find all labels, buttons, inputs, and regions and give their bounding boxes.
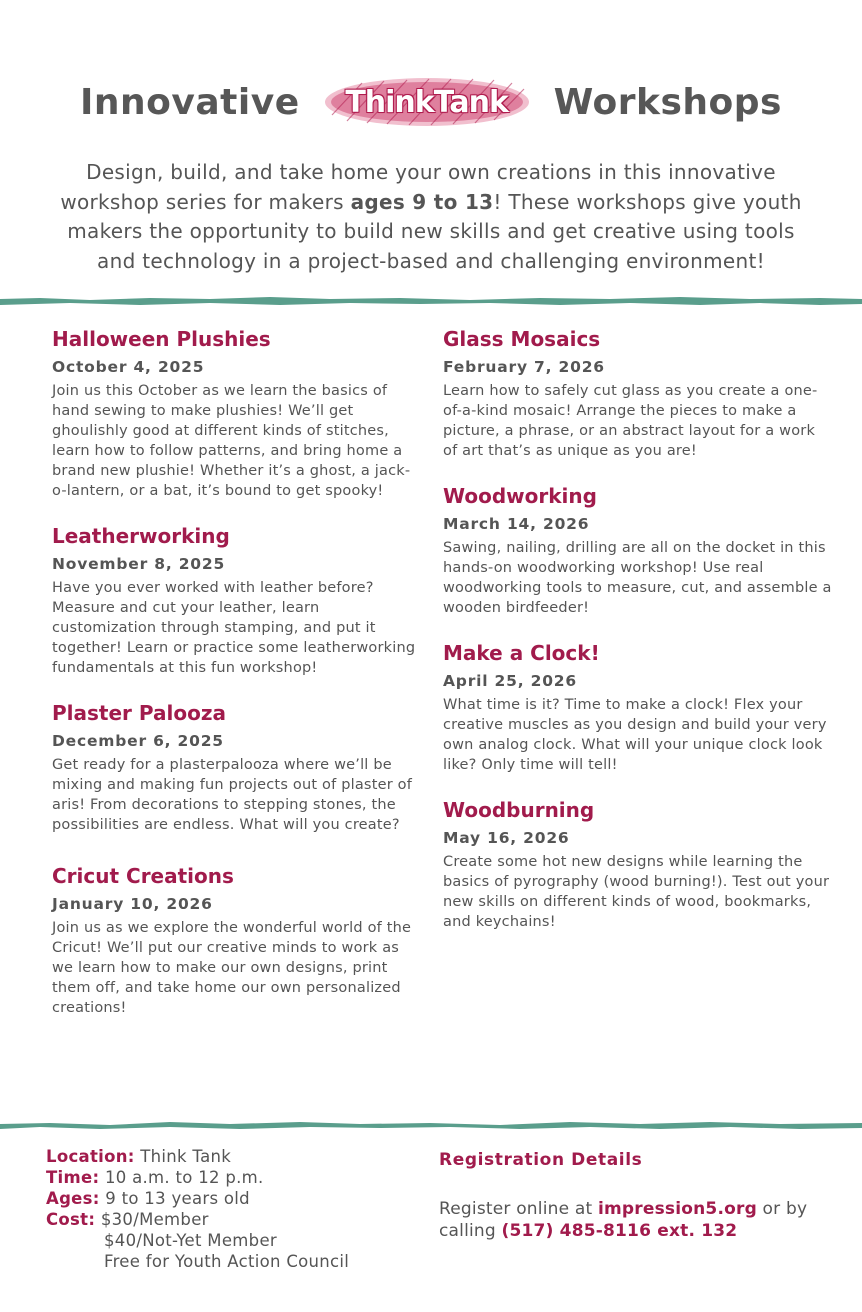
- workshop-cricut-creations: [52, 863, 424, 1018]
- workshop-title: Cricut Creations: [52, 864, 234, 888]
- workshop-halloween-plushies: [52, 326, 424, 501]
- cost-row: [46, 1209, 416, 1230]
- workshop-description: Learn how to safely cut glass as you create a one-of-a-kind mosaic! Arrange the pieces to make a picture, a phrase, or an abstract layout for a work of art that’s as unique as you are!: [443, 383, 818, 459]
- workshop-description: Join us as we explore the wonderful world of the Cricut! We’ll put our creative minds to work as we learn how to make our own designs, print them off, and take home our own personalized creations!: [52, 920, 412, 1016]
- location-row: [46, 1146, 416, 1167]
- ages-label: Ages:: [46, 1189, 100, 1208]
- workshops-left-column: [52, 326, 424, 1040]
- registration-title: Registration Details: [439, 1150, 643, 1170]
- workshop-plaster-palooza: [52, 700, 424, 835]
- workshop-make-a-clock: [443, 640, 833, 775]
- workshop-date: October 4, 2025: [52, 358, 205, 376]
- cost-value-nonmember: $40/Not-Yet Member: [104, 1231, 277, 1250]
- title-right: Workshops: [553, 81, 782, 123]
- intro-text-1: Design, build, and take home your own creations in this innovative workshop series for makers: [60, 160, 776, 214]
- workshop-title: Glass Mosaics: [443, 327, 601, 351]
- workshop-date: January 10, 2026: [52, 895, 213, 913]
- workshop-description: Get ready for a plasterpalooza where we’ll be mixing and making fun projects out of plaster of aris! From decorations to stepping stones, the possibilities are endless. What will you create?: [52, 757, 413, 833]
- time-value: 10 a.m. to 12 p.m.: [104, 1168, 264, 1187]
- workshop-title: Leatherworking: [52, 524, 230, 548]
- location-label: Location:: [46, 1147, 135, 1166]
- workshop-woodburning: [443, 797, 833, 932]
- cost-value-council: Free for Youth Action Council: [104, 1252, 350, 1271]
- workshop-date: February 7, 2026: [443, 358, 605, 376]
- page-header: [0, 72, 862, 132]
- cost-value-member: $30/Member: [100, 1210, 209, 1229]
- cost-row-council: [46, 1251, 416, 1272]
- workshop-date: December 6, 2025: [52, 732, 224, 750]
- workshop-date: May 16, 2026: [443, 829, 570, 847]
- workshop-title: Plaster Palooza: [52, 701, 226, 725]
- thinktank-logo: [322, 75, 532, 129]
- website-link[interactable]: impression5.org: [597, 1199, 757, 1219]
- workshop-date: March 14, 2026: [443, 515, 590, 533]
- workshop-description: Sawing, nailing, drilling are all on the docket in this hands-on woodworking workshop! Use real woodworking tools to measure, cut, and assemble a wooden birdfeeder!: [443, 540, 832, 616]
- registration-text-2: or by calling: [439, 1199, 808, 1241]
- workshop-date: April 25, 2026: [443, 672, 577, 690]
- workshop-description: Create some hot new designs while learning the basics of pyrography (wood burning!). Test out your new skills on different kinds of wood, bookmarks, and keychains!: [443, 854, 830, 930]
- location-value: Think Tank: [140, 1147, 232, 1166]
- registration-details: [439, 1148, 829, 1242]
- workshop-woodworking: [443, 483, 833, 618]
- title-left: Innovative: [80, 81, 300, 123]
- workshop-title: Woodworking: [443, 484, 597, 508]
- workshop-description: What time is it? Time to make a clock! Flex your creative muscles as you design and build your very own analog clock. What will your unique clock look like? Only time will tell!: [443, 697, 827, 773]
- workshop-title: Woodburning: [443, 798, 595, 822]
- ages-value: 9 to 13 years old: [105, 1189, 250, 1208]
- cost-row-nonmember: [46, 1230, 416, 1251]
- divider-top: [0, 294, 862, 308]
- registration-text: [439, 1198, 829, 1242]
- workshop-date: November 8, 2025: [52, 555, 226, 573]
- workshop-description: Join us this October as we learn the basics of hand sewing to make plushies! We’ll get ghoulishly good at different kinds of stitches, learn how to follow patterns, and bring home a brand new plushie! Whether it’s a ghost, a jack-o-lantern, or a bat, it’s bound to get spooky!: [52, 383, 411, 499]
- event-details: [46, 1146, 416, 1272]
- intro-paragraph: [50, 158, 812, 276]
- time-row: [46, 1167, 416, 1188]
- cost-label: Cost:: [46, 1210, 96, 1229]
- logo-text: ThinkTank: [345, 84, 508, 120]
- intro-text-2: ! These workshops give youth makers the opportunity to build new skills and get creative using tools and technology in a project-based and challenging environment!: [67, 189, 802, 273]
- intro-highlight: ages 9 to 13: [350, 189, 494, 214]
- ages-row: [46, 1188, 416, 1209]
- workshop-title: Make a Clock!: [443, 641, 600, 665]
- time-label: Time:: [46, 1168, 100, 1187]
- workshops-right-column: [443, 326, 833, 954]
- workshop-leatherworking: [52, 523, 424, 678]
- workshop-title: Halloween Plushies: [52, 327, 271, 351]
- divider-bottom: [0, 1118, 862, 1132]
- registration-text-1: Register online at: [439, 1199, 598, 1219]
- workshop-description: Have you ever worked with leather before? Measure and cut your leather, learn customization through stamping, and put it together! Learn or practice some leatherworking fundamentals at this fun workshop!: [52, 580, 416, 676]
- phone-number[interactable]: (517) 485-8116 ext. 132: [501, 1221, 738, 1241]
- workshop-glass-mosaics: [443, 326, 833, 461]
